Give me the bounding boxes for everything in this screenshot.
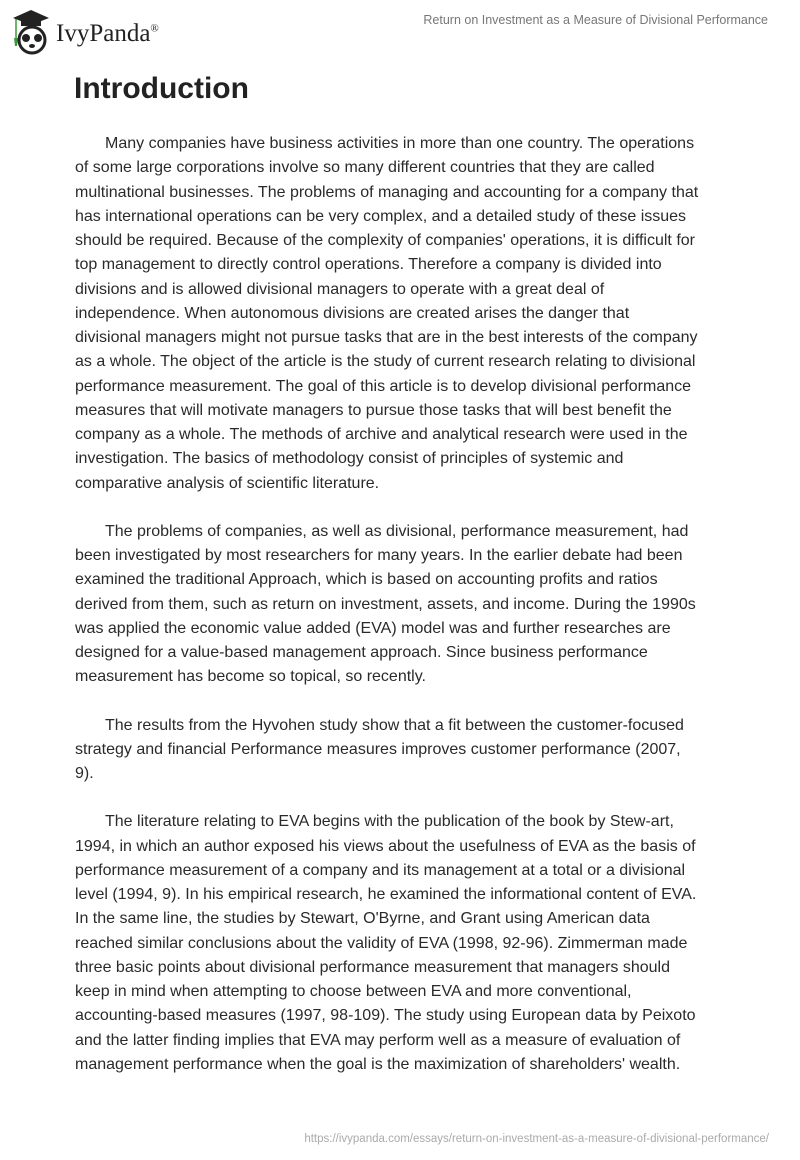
- paragraph-line: accounting-based measures (1997, 98-109). The study using European data by Peixoto: [75, 1007, 696, 1025]
- paragraph-line: keep in mind when attempting to choose between EVA and more conventional,: [75, 983, 632, 1000]
- paragraph-line: as a whole. The object of the article is the study of current research relating to divisional: [75, 353, 696, 371]
- brand-logo[interactable]: [12, 8, 159, 56]
- paragraph-line: three basic points about divisional performance measurement that managers should: [75, 958, 670, 976]
- paragraph-line: The problems of companies, as well as divisional, performance measurement, had: [105, 522, 689, 540]
- paragraph-line: measures that will motivate managers to pursue those tasks that will best benefit the: [75, 401, 672, 419]
- article-body: [75, 132, 755, 1101]
- paragraph-line: performance measurement of a company and its management at a total or a divisional: [75, 861, 686, 879]
- paragraph-line: multinational businesses. The problems of managing and accounting for a company that: [75, 183, 699, 201]
- paragraph-line: Many companies have business activities in more than one country. The operations: [105, 135, 695, 152]
- paragraph-line: should be required. Because of the complexity of companies' operations, it is difficult for: [75, 232, 695, 249]
- paragraph-line: and the latter finding implies that EVA may perform well as a measure of evaluation of: [75, 1031, 681, 1049]
- paragraph-line: 9).: [75, 765, 94, 782]
- paragraph-line: measurement has become so topical, so recently.: [75, 668, 426, 686]
- source-url[interactable]: https://ivypanda.com/essays/return-on-investment-as-a-measure-of-divisional-performance/: [304, 1133, 769, 1145]
- paragraph-line: 1994, in which an author exposed his views about the usefulness of EVA as the basis of: [75, 837, 696, 855]
- paragraph-line: has international operations can be very complex, and a detailed study of these issues: [75, 207, 687, 225]
- paragraph-line: The literature relating to EVA begins with the publication of the book by Stew-art,: [105, 813, 674, 831]
- brand-name: IvyPanda®: [56, 20, 159, 47]
- paragraph-line: derived from them, such as return on investment, assets, and income. During the 1990s: [75, 595, 696, 613]
- paragraph-line: designed for a value-based management approach. Since business performance: [75, 644, 648, 661]
- paragraph-line: reached similar conclusions about the validity of EVA (1998, 92-96). Zimmerman made: [75, 934, 688, 952]
- paragraph-line: level (1994, 9). In his empirical research, he examined the informational content of EVA.: [75, 886, 697, 903]
- paragraph: [75, 810, 755, 1077]
- paragraph-line: company as a whole. The methods of archive and analytical research were used in the: [75, 426, 688, 443]
- paragraph: [75, 132, 755, 496]
- paragraph-line: been investigated by most researchers for many years. In the earlier debate had been: [75, 547, 683, 564]
- paragraph-line: was applied the economic value added (EVA) model was and further researches are: [75, 619, 671, 637]
- paragraph: [75, 714, 755, 787]
- paragraph-line: The results from the Hyvohen study show that a fit between the customer-focused: [105, 716, 684, 734]
- paragraph: [75, 520, 755, 690]
- paragraph-line: of some large corporations involve so many different countries that they are called: [75, 159, 655, 177]
- paragraph-line: comparative analysis of scientific literature.: [75, 474, 380, 492]
- paragraph-line: divisions and is allowed divisional managers to operate with a great deal of: [75, 280, 605, 298]
- paragraph-line: In the same line, the studies by Stewart, O'Byrne, and Grant using American data: [75, 910, 650, 928]
- panda-graduate-icon: [12, 8, 50, 56]
- section-heading: Introduction: [74, 72, 249, 105]
- paragraph-line: independence. When autonomous divisions are created arises the danger that: [75, 304, 630, 322]
- paragraph-line: investigation. The basics of methodology consist of principles of systemic and: [75, 450, 624, 468]
- paragraph-line: performance measurement. The goal of this article is to develop divisional performance: [75, 377, 692, 395]
- document-title-header: Return on Investment as a Measure of Divisional Performance: [423, 13, 768, 27]
- paragraph-line: management performance when the goal is the maximization of shareholders' wealth.: [75, 1055, 681, 1073]
- paragraph-line: top management to directly control operations. Therefore a company is divided into: [75, 256, 662, 274]
- paragraph-line: examined the traditional Approach, which is based on accounting profits and ratios: [75, 571, 658, 589]
- paragraph-line: divisional managers might not pursue tasks that are in the best interests of the company: [75, 329, 698, 346]
- paragraph-line: strategy and financial Performance measures improves customer performance (2007,: [75, 740, 681, 758]
